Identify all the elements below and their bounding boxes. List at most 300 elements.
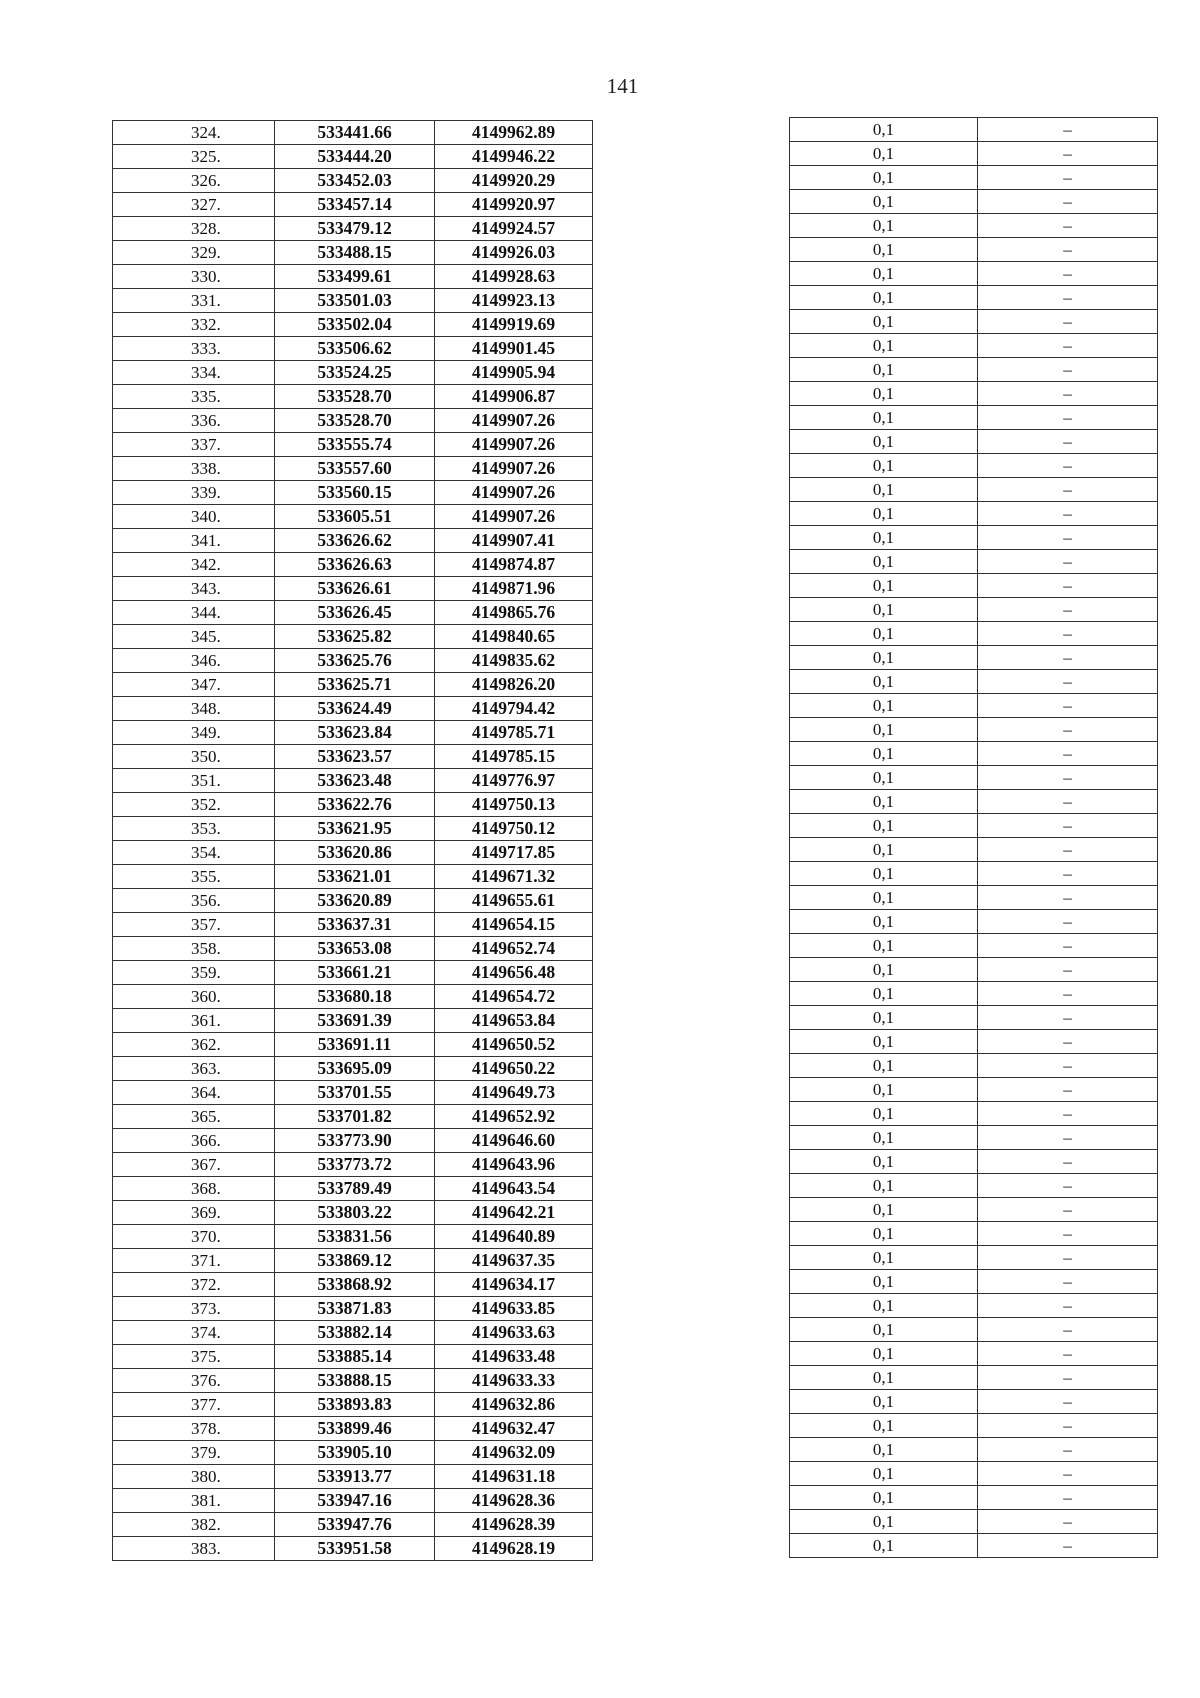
dash-cell: – [978, 262, 1158, 286]
dash-cell: – [978, 1102, 1158, 1126]
value-cell: 0,1 [790, 406, 978, 430]
point-number-cell: 345. [113, 625, 275, 649]
y-coordinate-cell: 4149656.48 [435, 961, 593, 985]
x-coordinate-cell: 533625.71 [275, 673, 435, 697]
point-number-cell: 343. [113, 577, 275, 601]
table-row [790, 1366, 1158, 1390]
x-coordinate-cell: 533899.46 [275, 1417, 435, 1441]
value-cell: 0,1 [790, 982, 978, 1006]
point-number-cell: 359. [113, 961, 275, 985]
table-row [113, 145, 593, 169]
dash-cell: – [978, 358, 1158, 382]
x-coordinate-cell: 533913.77 [275, 1465, 435, 1489]
point-number-cell: 369. [113, 1201, 275, 1225]
table-row [113, 289, 593, 313]
dash-cell: – [978, 1270, 1158, 1294]
x-coordinate-cell: 533502.04 [275, 313, 435, 337]
value-cell: 0,1 [790, 238, 978, 262]
table-row [790, 214, 1158, 238]
table-row [113, 457, 593, 481]
y-coordinate-cell: 4149750.12 [435, 817, 593, 841]
table-row [113, 1489, 593, 1513]
table-row [113, 169, 593, 193]
value-cell: 0,1 [790, 118, 978, 142]
value-cell: 0,1 [790, 214, 978, 238]
y-coordinate-cell: 4149871.96 [435, 577, 593, 601]
value-cell: 0,1 [790, 1198, 978, 1222]
point-number-cell: 325. [113, 145, 275, 169]
dash-cell: – [978, 166, 1158, 190]
coordinates-table-body [113, 121, 593, 1561]
value-cell: 0,1 [790, 646, 978, 670]
table-row [113, 361, 593, 385]
dash-cell: – [978, 1342, 1158, 1366]
table-row [113, 1225, 593, 1249]
table-row [790, 1126, 1158, 1150]
point-number-cell: 376. [113, 1369, 275, 1393]
y-coordinate-cell: 4149920.97 [435, 193, 593, 217]
dash-cell: – [978, 238, 1158, 262]
y-coordinate-cell: 4149633.48 [435, 1345, 593, 1369]
dash-cell: – [978, 814, 1158, 838]
value-cell: 0,1 [790, 934, 978, 958]
point-number-cell: 324. [113, 121, 275, 145]
point-number-cell: 373. [113, 1297, 275, 1321]
dash-cell: – [978, 1150, 1158, 1174]
value-cell: 0,1 [790, 1126, 978, 1150]
value-cell: 0,1 [790, 1030, 978, 1054]
value-cell: 0,1 [790, 1294, 978, 1318]
x-coordinate-cell: 533623.57 [275, 745, 435, 769]
point-number-cell: 346. [113, 649, 275, 673]
dash-cell: – [978, 1414, 1158, 1438]
dash-cell: – [978, 1078, 1158, 1102]
table-row [790, 430, 1158, 454]
point-number-cell: 329. [113, 241, 275, 265]
y-coordinate-cell: 4149835.62 [435, 649, 593, 673]
x-coordinate-cell: 533625.82 [275, 625, 435, 649]
value-cell: 0,1 [790, 478, 978, 502]
dash-cell: – [978, 1174, 1158, 1198]
y-coordinate-cell: 4149907.26 [435, 481, 593, 505]
x-coordinate-cell: 533626.63 [275, 553, 435, 577]
y-coordinate-cell: 4149633.63 [435, 1321, 593, 1345]
point-number-cell: 351. [113, 769, 275, 793]
point-number-cell: 354. [113, 841, 275, 865]
y-coordinate-cell: 4149653.84 [435, 1009, 593, 1033]
table-row [113, 745, 593, 769]
y-coordinate-cell: 4149906.87 [435, 385, 593, 409]
value-cell: 0,1 [790, 886, 978, 910]
x-coordinate-cell: 533947.16 [275, 1489, 435, 1513]
y-coordinate-cell: 4149926.03 [435, 241, 593, 265]
point-number-cell: 350. [113, 745, 275, 769]
value-cell: 0,1 [790, 1486, 978, 1510]
y-coordinate-cell: 4149907.26 [435, 433, 593, 457]
dash-cell: – [978, 838, 1158, 862]
y-coordinate-cell: 4149628.19 [435, 1537, 593, 1561]
value-cell: 0,1 [790, 1462, 978, 1486]
y-coordinate-cell: 4149631.18 [435, 1465, 593, 1489]
dash-cell: – [978, 214, 1158, 238]
table-row [790, 1030, 1158, 1054]
table-row [790, 1342, 1158, 1366]
table-row [790, 1198, 1158, 1222]
x-coordinate-cell: 533803.22 [275, 1201, 435, 1225]
dash-cell: – [978, 1366, 1158, 1390]
table-row [790, 838, 1158, 862]
x-coordinate-cell: 533789.49 [275, 1177, 435, 1201]
y-coordinate-cell: 4149634.17 [435, 1273, 593, 1297]
table-row [790, 166, 1158, 190]
y-coordinate-cell: 4149632.09 [435, 1441, 593, 1465]
y-coordinate-cell: 4149907.26 [435, 505, 593, 529]
table-row [790, 574, 1158, 598]
table-row [790, 502, 1158, 526]
y-coordinate-cell: 4149642.21 [435, 1201, 593, 1225]
point-number-cell: 332. [113, 313, 275, 337]
table-row [113, 1345, 593, 1369]
x-coordinate-cell: 533625.76 [275, 649, 435, 673]
y-coordinate-cell: 4149650.52 [435, 1033, 593, 1057]
table-row [790, 1102, 1158, 1126]
y-coordinate-cell: 4149633.85 [435, 1297, 593, 1321]
y-coordinate-cell: 4149655.61 [435, 889, 593, 913]
table-row [790, 262, 1158, 286]
dash-cell: – [978, 526, 1158, 550]
table-row [113, 673, 593, 697]
dash-cell: – [978, 1246, 1158, 1270]
table-row [113, 1081, 593, 1105]
dash-cell: – [978, 694, 1158, 718]
value-cell: 0,1 [790, 550, 978, 574]
point-number-cell: 375. [113, 1345, 275, 1369]
x-coordinate-cell: 533888.15 [275, 1369, 435, 1393]
dash-cell: – [978, 1030, 1158, 1054]
y-coordinate-cell: 4149654.15 [435, 913, 593, 937]
value-cell: 0,1 [790, 742, 978, 766]
table-row [790, 478, 1158, 502]
x-coordinate-cell: 533557.60 [275, 457, 435, 481]
value-cell: 0,1 [790, 1534, 978, 1558]
x-coordinate-cell: 533501.03 [275, 289, 435, 313]
dash-cell: – [978, 1534, 1158, 1558]
x-coordinate-cell: 533623.48 [275, 769, 435, 793]
table-row [113, 409, 593, 433]
table-row [790, 1534, 1158, 1558]
point-number-cell: 330. [113, 265, 275, 289]
x-coordinate-cell: 533701.55 [275, 1081, 435, 1105]
x-coordinate-cell: 533691.39 [275, 1009, 435, 1033]
table-row [790, 862, 1158, 886]
point-number-cell: 367. [113, 1153, 275, 1177]
value-cell: 0,1 [790, 430, 978, 454]
table-row [113, 337, 593, 361]
table-row [790, 1390, 1158, 1414]
point-number-cell: 377. [113, 1393, 275, 1417]
dash-cell: – [978, 982, 1158, 1006]
x-coordinate-cell: 533605.51 [275, 505, 435, 529]
point-number-cell: 362. [113, 1033, 275, 1057]
point-number-cell: 353. [113, 817, 275, 841]
coordinates-table [112, 120, 593, 1561]
value-cell: 0,1 [790, 166, 978, 190]
y-coordinate-cell: 4149785.15 [435, 745, 593, 769]
value-cell: 0,1 [790, 910, 978, 934]
table-row [113, 1513, 593, 1537]
dash-cell: – [978, 1294, 1158, 1318]
table-row [790, 910, 1158, 934]
table-row [790, 454, 1158, 478]
point-number-cell: 365. [113, 1105, 275, 1129]
value-cell: 0,1 [790, 1318, 978, 1342]
table-row [790, 1054, 1158, 1078]
point-number-cell: 336. [113, 409, 275, 433]
value-cell: 0,1 [790, 814, 978, 838]
y-coordinate-cell: 4149646.60 [435, 1129, 593, 1153]
table-row [113, 913, 593, 937]
table-row [113, 1057, 593, 1081]
table-row [790, 238, 1158, 262]
point-number-cell: 349. [113, 721, 275, 745]
x-coordinate-cell: 533626.45 [275, 601, 435, 625]
table-row [113, 721, 593, 745]
dash-cell: – [978, 1438, 1158, 1462]
x-coordinate-cell: 533452.03 [275, 169, 435, 193]
value-cell: 0,1 [790, 334, 978, 358]
table-row [790, 310, 1158, 334]
table-row [113, 1129, 593, 1153]
table-row [790, 622, 1158, 646]
dash-cell: – [978, 310, 1158, 334]
value-cell: 0,1 [790, 382, 978, 406]
point-number-cell: 363. [113, 1057, 275, 1081]
value-cell: 0,1 [790, 1006, 978, 1030]
y-coordinate-cell: 4149643.96 [435, 1153, 593, 1177]
point-number-cell: 333. [113, 337, 275, 361]
y-coordinate-cell: 4149874.87 [435, 553, 593, 577]
table-row [113, 793, 593, 817]
table-row [790, 526, 1158, 550]
dash-cell: – [978, 1462, 1158, 1486]
value-cell: 0,1 [790, 862, 978, 886]
value-cell: 0,1 [790, 358, 978, 382]
table-row [790, 382, 1158, 406]
x-coordinate-cell: 533773.90 [275, 1129, 435, 1153]
y-coordinate-cell: 4149865.76 [435, 601, 593, 625]
table-row [113, 1441, 593, 1465]
point-number-cell: 380. [113, 1465, 275, 1489]
dash-cell: – [978, 478, 1158, 502]
table-row [790, 1174, 1158, 1198]
table-row [790, 886, 1158, 910]
y-coordinate-cell: 4149924.57 [435, 217, 593, 241]
dash-cell: – [978, 598, 1158, 622]
x-coordinate-cell: 533885.14 [275, 1345, 435, 1369]
x-coordinate-cell: 533661.21 [275, 961, 435, 985]
y-coordinate-cell: 4149650.22 [435, 1057, 593, 1081]
value-cell: 0,1 [790, 310, 978, 334]
x-coordinate-cell: 533623.84 [275, 721, 435, 745]
dash-cell: – [978, 382, 1158, 406]
y-coordinate-cell: 4149717.85 [435, 841, 593, 865]
table-row [790, 1438, 1158, 1462]
value-cell: 0,1 [790, 1174, 978, 1198]
point-number-cell: 364. [113, 1081, 275, 1105]
dash-cell: – [978, 190, 1158, 214]
y-coordinate-cell: 4149907.26 [435, 409, 593, 433]
table-row [790, 1246, 1158, 1270]
dash-cell: – [978, 1222, 1158, 1246]
dash-cell: – [978, 934, 1158, 958]
x-coordinate-cell: 533868.92 [275, 1273, 435, 1297]
y-coordinate-cell: 4149776.97 [435, 769, 593, 793]
point-number-cell: 334. [113, 361, 275, 385]
table-row [113, 577, 593, 601]
table-row [113, 505, 593, 529]
point-number-cell: 337. [113, 433, 275, 457]
table-row [113, 193, 593, 217]
table-row [790, 190, 1158, 214]
x-coordinate-cell: 533457.14 [275, 193, 435, 217]
y-coordinate-cell: 4149652.74 [435, 937, 593, 961]
point-number-cell: 328. [113, 217, 275, 241]
dash-cell: – [978, 886, 1158, 910]
y-coordinate-cell: 4149907.26 [435, 457, 593, 481]
table-row [113, 1249, 593, 1273]
point-number-cell: 339. [113, 481, 275, 505]
point-number-cell: 382. [113, 1513, 275, 1537]
value-cell: 0,1 [790, 286, 978, 310]
table-row [113, 841, 593, 865]
dash-cell: – [978, 958, 1158, 982]
table-row [113, 313, 593, 337]
x-coordinate-cell: 533624.49 [275, 697, 435, 721]
y-coordinate-cell: 4149632.86 [435, 1393, 593, 1417]
table-row [113, 1417, 593, 1441]
x-coordinate-cell: 533882.14 [275, 1321, 435, 1345]
value-cell: 0,1 [790, 142, 978, 166]
value-cell: 0,1 [790, 262, 978, 286]
table-row [790, 982, 1158, 1006]
point-number-cell: 338. [113, 457, 275, 481]
dash-cell: – [978, 622, 1158, 646]
x-coordinate-cell: 533626.61 [275, 577, 435, 601]
page-number: 141 [606, 74, 639, 98]
dash-cell: – [978, 118, 1158, 142]
y-coordinate-cell: 4149919.69 [435, 313, 593, 337]
value-cell: 0,1 [790, 190, 978, 214]
x-coordinate-cell: 533637.31 [275, 913, 435, 937]
table-row [113, 385, 593, 409]
dash-cell: – [978, 1126, 1158, 1150]
y-coordinate-cell: 4149671.32 [435, 865, 593, 889]
point-number-cell: 331. [113, 289, 275, 313]
dash-cell: – [978, 1318, 1158, 1342]
dash-cell: – [978, 286, 1158, 310]
y-coordinate-cell: 4149928.63 [435, 265, 593, 289]
dash-cell: – [978, 454, 1158, 478]
table-row [113, 433, 593, 457]
table-row [113, 1369, 593, 1393]
table-row [790, 718, 1158, 742]
point-number-cell: 378. [113, 1417, 275, 1441]
value-cell: 0,1 [790, 1150, 978, 1174]
y-coordinate-cell: 4149962.89 [435, 121, 593, 145]
table-row [790, 814, 1158, 838]
x-coordinate-cell: 533555.74 [275, 433, 435, 457]
table-row [113, 1033, 593, 1057]
point-number-cell: 355. [113, 865, 275, 889]
table-row [113, 865, 593, 889]
table-row [790, 646, 1158, 670]
x-coordinate-cell: 533528.70 [275, 385, 435, 409]
dash-cell: – [978, 1390, 1158, 1414]
table-row [113, 1321, 593, 1345]
table-row [790, 1150, 1158, 1174]
point-number-cell: 360. [113, 985, 275, 1009]
x-coordinate-cell: 533653.08 [275, 937, 435, 961]
point-number-cell: 357. [113, 913, 275, 937]
x-coordinate-cell: 533773.72 [275, 1153, 435, 1177]
x-coordinate-cell: 533695.09 [275, 1057, 435, 1081]
table-row [790, 1078, 1158, 1102]
table-row [790, 598, 1158, 622]
dash-cell: – [978, 862, 1158, 886]
table-row [790, 958, 1158, 982]
table-row [113, 217, 593, 241]
table-row [790, 1510, 1158, 1534]
dash-cell: – [978, 1198, 1158, 1222]
table-row [790, 1270, 1158, 1294]
y-coordinate-cell: 4149905.94 [435, 361, 593, 385]
x-coordinate-cell: 533871.83 [275, 1297, 435, 1321]
table-row [790, 1294, 1158, 1318]
dash-cell: – [978, 766, 1158, 790]
x-coordinate-cell: 533621.95 [275, 817, 435, 841]
value-cell: 0,1 [790, 622, 978, 646]
value-cell: 0,1 [790, 502, 978, 526]
x-coordinate-cell: 533528.70 [275, 409, 435, 433]
y-coordinate-cell: 4149632.47 [435, 1417, 593, 1441]
dash-cell: – [978, 334, 1158, 358]
x-coordinate-cell: 533869.12 [275, 1249, 435, 1273]
table-row [113, 481, 593, 505]
x-coordinate-cell: 533893.83 [275, 1393, 435, 1417]
table-row [113, 1393, 593, 1417]
table-row [790, 550, 1158, 574]
dash-cell: – [978, 646, 1158, 670]
table-row [113, 817, 593, 841]
y-coordinate-cell: 4149628.36 [435, 1489, 593, 1513]
table-row [113, 1177, 593, 1201]
x-coordinate-cell: 533479.12 [275, 217, 435, 241]
value-cell: 0,1 [790, 526, 978, 550]
table-row [113, 1009, 593, 1033]
point-number-cell: 327. [113, 193, 275, 217]
table-row [790, 334, 1158, 358]
y-coordinate-cell: 4149637.35 [435, 1249, 593, 1273]
dash-cell: – [978, 790, 1158, 814]
point-number-cell: 374. [113, 1321, 275, 1345]
point-number-cell: 368. [113, 1177, 275, 1201]
dash-cell: – [978, 1054, 1158, 1078]
point-number-cell: 340. [113, 505, 275, 529]
value-cell: 0,1 [790, 1438, 978, 1462]
table-row [790, 358, 1158, 382]
table-row [113, 1297, 593, 1321]
values-table [789, 117, 1158, 1558]
